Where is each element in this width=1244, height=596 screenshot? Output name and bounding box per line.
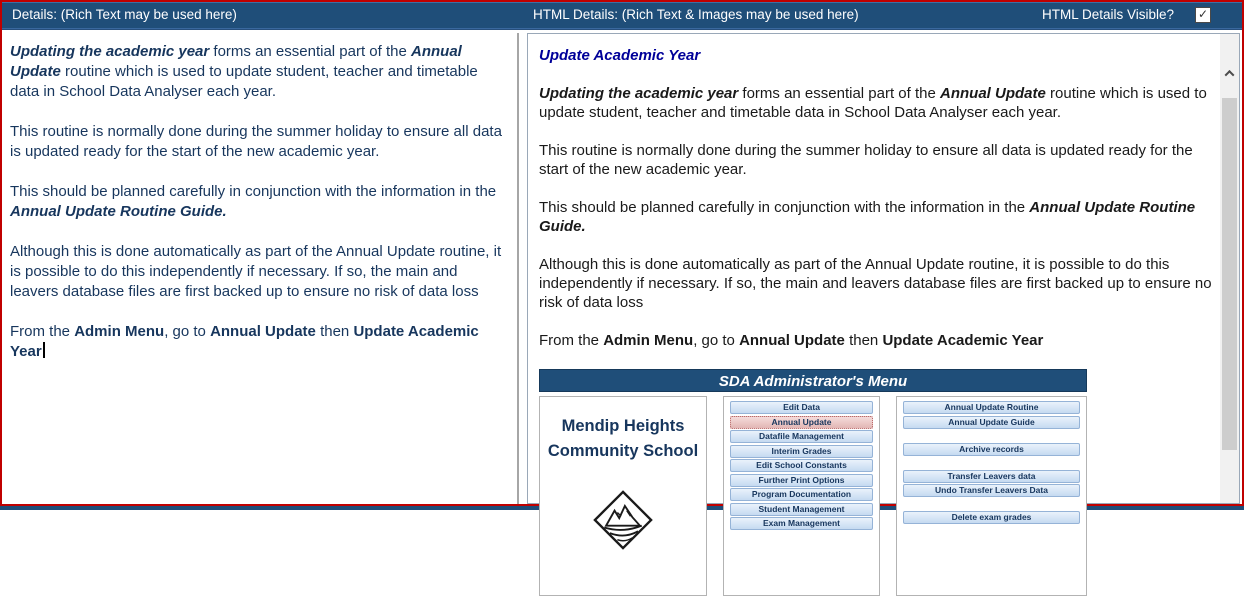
scrollbar-thumb[interactable] bbox=[1222, 98, 1237, 450]
school-logo-icon bbox=[593, 490, 653, 550]
menu-image-button: Delete exam grades bbox=[903, 511, 1080, 524]
menu-button-group bbox=[903, 511, 1080, 524]
menu-image-button: Annual Update Routine bbox=[903, 401, 1080, 414]
paragraph bbox=[10, 182, 509, 222]
text-run: routine which is used to update student, teacher and timetable data in School Data Analyser each year. bbox=[10, 63, 478, 100]
text-run: Annual Update Routine Guide. bbox=[539, 199, 1196, 235]
menu-image-button: Datafile Management bbox=[730, 430, 873, 443]
menu-image-button: Transfer Leavers data bbox=[903, 470, 1080, 483]
paragraph bbox=[10, 122, 509, 162]
text-run: This routine is normally done during the summer holiday to ensure all data is updated ready for the start of the new academic year. bbox=[539, 142, 1193, 178]
school-name-line2: Community School bbox=[547, 442, 699, 460]
text-run: Annual Update bbox=[210, 323, 316, 340]
text-run: This should be planned carefully in conjunction with the information in the bbox=[539, 199, 1030, 216]
sda-admin-menu-image bbox=[539, 369, 1087, 596]
menu-image-button: Archive records bbox=[903, 443, 1080, 456]
school-name-box bbox=[539, 396, 707, 596]
menu-image-button: Student Management bbox=[730, 503, 873, 516]
text-run: Annual Update Routine Guide. bbox=[10, 203, 227, 220]
html-details-header-label: HTML Details: (Rich Text & Images may be used here) bbox=[533, 7, 859, 22]
menu-image-button: Edit School Constants bbox=[730, 459, 873, 472]
text-run: Although this is done automatically as part of the Annual Update routine, it is possible to do this independently if necessary. If so, the main and leavers database files are first backed up to ensure no risk of data loss bbox=[539, 256, 1212, 311]
html-details-editor[interactable] bbox=[528, 34, 1220, 528]
paragraph bbox=[10, 42, 509, 102]
checkmark-icon: ✓ bbox=[1197, 7, 1209, 21]
paragraph bbox=[539, 84, 1216, 122]
menu-image-button: Annual Update bbox=[730, 416, 873, 429]
paragraph bbox=[539, 198, 1216, 236]
text-run: From the bbox=[10, 323, 75, 340]
paragraph bbox=[10, 322, 509, 362]
text-run: Updating the academic year bbox=[10, 43, 210, 60]
titlebar bbox=[2, 2, 1242, 30]
school-name bbox=[540, 414, 706, 464]
html-details-visible-label: HTML Details Visible? bbox=[1042, 7, 1175, 22]
text-run: Updating the academic year bbox=[539, 85, 739, 102]
menu-image-button: Edit Data bbox=[730, 401, 873, 414]
html-details-visible-checkbox[interactable] bbox=[1195, 7, 1211, 23]
text-run: Annual Update bbox=[940, 85, 1046, 102]
sda-menu-title: SDA Administrator's Menu bbox=[539, 369, 1087, 392]
text-run: routine which is used to update student, teacher and timetable data in School Data Analyser each year. bbox=[539, 85, 1207, 121]
html-details-panel bbox=[527, 33, 1240, 528]
text-run: Admin Menu bbox=[603, 332, 694, 349]
paragraph bbox=[539, 331, 1216, 350]
vertical-scrollbar[interactable] bbox=[1220, 34, 1239, 503]
text-run: This routine is normally done during the summer holiday to ensure all data is updated ready for the start of the new academic year. bbox=[10, 123, 502, 160]
text-run: Update Academic Year bbox=[10, 323, 479, 360]
text-run: then bbox=[844, 332, 883, 349]
paragraph bbox=[10, 242, 509, 302]
text-run: Annual Update bbox=[739, 332, 845, 349]
menu-button-group bbox=[903, 401, 1080, 429]
menu-image-button: Further Print Options bbox=[730, 474, 873, 487]
paragraph bbox=[539, 255, 1216, 312]
text-run: forms an essential part of the bbox=[738, 85, 941, 102]
text-run: Admin Menu bbox=[74, 323, 165, 340]
text-run: Although this is done automatically as part of the Annual Update routine, it is possible to do this independently if necessary. If so, the main and leavers database files are first backed up to ensure no risk of data loss bbox=[10, 243, 502, 300]
menu-button-group bbox=[903, 443, 1080, 456]
menu-image-button: Interim Grades bbox=[730, 445, 873, 458]
text-run: Update Academic Year bbox=[882, 332, 1044, 349]
scroll-up-arrow-icon[interactable] bbox=[1220, 62, 1239, 84]
school-name-line1: Mendip Heights bbox=[561, 417, 685, 435]
text-run: This should be planned carefully in conjunction with the information in the bbox=[10, 183, 497, 200]
html-details-paragraphs bbox=[539, 84, 1216, 350]
menu-image-button: Annual Update Guide bbox=[903, 416, 1080, 429]
text-run: From the bbox=[539, 332, 604, 349]
details-richtext-editor[interactable] bbox=[2, 33, 519, 504]
html-details-title: Update Academic Year bbox=[539, 47, 701, 64]
menu-image-button: Exam Management bbox=[730, 517, 873, 530]
text-run: forms an essential part of the bbox=[209, 43, 412, 60]
paragraph bbox=[539, 141, 1216, 179]
menu-button-group bbox=[903, 470, 1080, 498]
menu-middle-buttons bbox=[723, 396, 880, 596]
sda-menu-columns bbox=[539, 396, 1087, 596]
text-run: Annual Update bbox=[10, 43, 462, 80]
text-run: , go to bbox=[164, 323, 211, 340]
menu-right-buttons bbox=[896, 396, 1087, 596]
text-run: then bbox=[315, 323, 354, 340]
text-caret bbox=[43, 342, 45, 358]
menu-image-button: Program Documentation bbox=[730, 488, 873, 501]
text-run: , go to bbox=[693, 332, 740, 349]
details-header-label: Details: (Rich Text may be used here) bbox=[12, 7, 237, 22]
menu-image-button: Undo Transfer Leavers Data bbox=[903, 484, 1080, 497]
